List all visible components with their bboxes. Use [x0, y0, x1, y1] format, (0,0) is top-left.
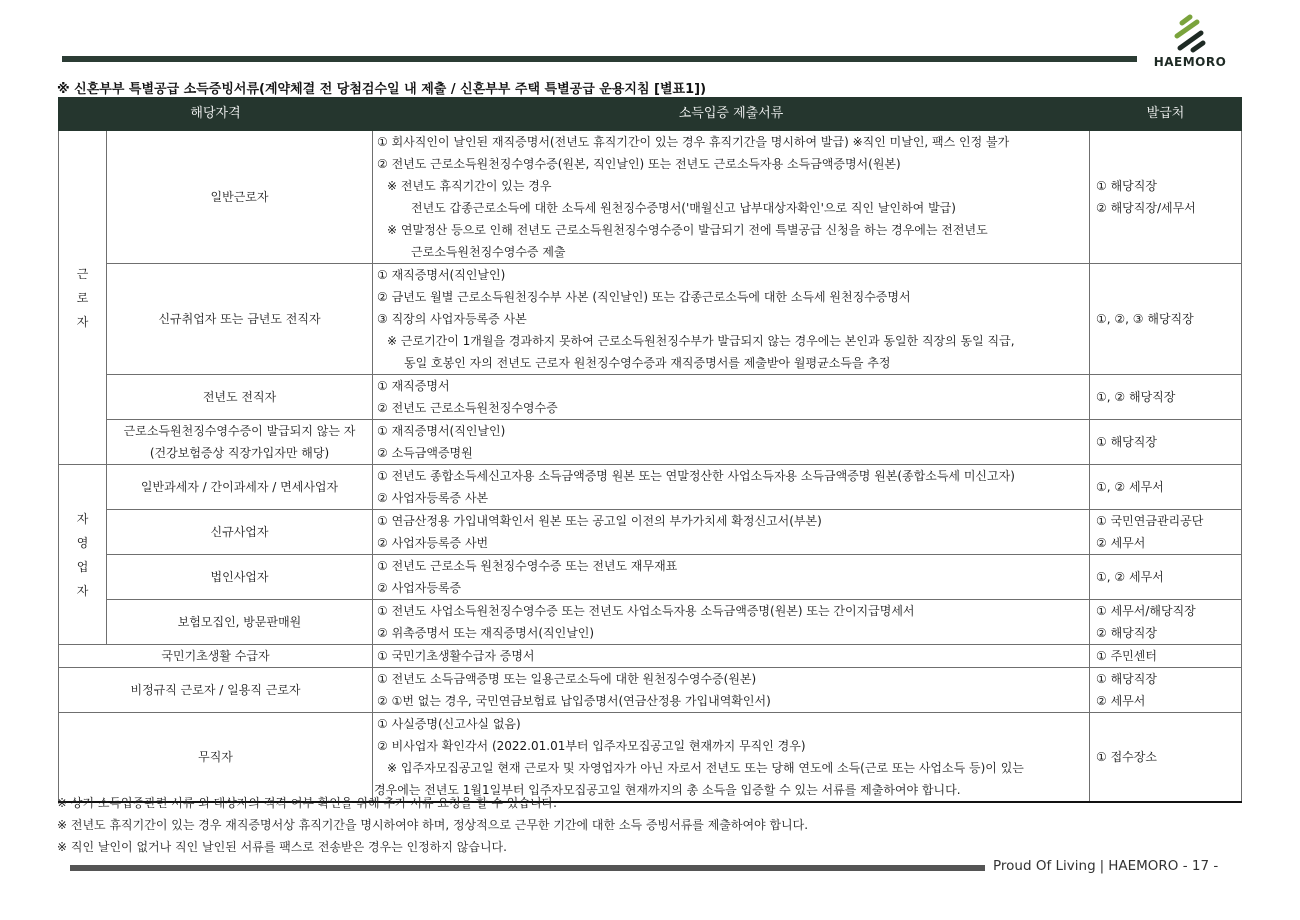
issuer-cell: [1090, 131, 1242, 264]
table-row: [59, 555, 1242, 600]
category-self-employed-label: 자 영 업 자: [76, 511, 89, 598]
document-item: ② 소득금액증명원: [377, 446, 473, 460]
issuer-cell: [1090, 668, 1242, 713]
document-item: ① 재직증명서(직인날인): [377, 424, 506, 438]
table-row: [59, 264, 1242, 375]
header-rule: [62, 56, 1137, 62]
document-note: ※ 연말정산 등으로 인해 전년도 근로소득원천징수영수증이 발급되기 전에 특별공급 신청을 하는 경우에는 전전년도: [387, 223, 988, 237]
issuer-item: ② 세무서: [1096, 694, 1146, 708]
issuer-item: ① 세무서/해당직장: [1096, 604, 1196, 618]
issuer-item: ① 해당직장: [1096, 179, 1157, 193]
document-item: ① 전년도 근로소득 원천징수영수증 또는 전년도 재무재표: [377, 559, 678, 573]
issuer-item: ①, ②, ③ 해당직장: [1096, 312, 1194, 326]
document-item: ① 재직증명서(직인날인): [377, 268, 506, 282]
income-documents-table: [58, 97, 1242, 803]
document-item: ② 사업자등록증 사번: [377, 536, 489, 550]
issuer-item: ① 접수장소: [1096, 750, 1157, 764]
issuer-cell: [1090, 465, 1242, 510]
document-note: 동일 호봉인 자의 전년도 근로자 원천징수영수증과 재직증명서를 제출받아 월평균소득을 추정: [404, 356, 891, 370]
documents-cell: [373, 465, 1090, 510]
category-worker: [59, 131, 107, 465]
documents-cell: [373, 668, 1090, 713]
table-row: [59, 420, 1242, 465]
issuer-item: ①, ② 세무서: [1096, 570, 1164, 584]
issuer-item: ①, ② 세무서: [1096, 480, 1164, 494]
table-row: [59, 131, 1242, 264]
document-item: ① 재직증명서: [377, 379, 450, 393]
footnote: ※ 상기 소득입증관련 서류 외 대상자의 적격 여부 확인을 위해 추가 서류 요청을 할 수 있습니다.: [57, 796, 557, 810]
document-note: 경우에는 전년도 1월1일부터 입주자모집공고일 현재까지의 총 소득을 입증할 수 있는 서류를 제출하여야 합니다.: [374, 783, 961, 797]
document-item: ② 전년도 근로소득원천징수영수증: [377, 401, 558, 415]
eligibility-cell: 신규사업자: [107, 510, 373, 555]
document-item: ② ①번 없는 경우, 국민연금보험료 납입증명서(연금산정용 가입내역확인서): [377, 694, 771, 708]
issuer-cell: [1090, 645, 1242, 668]
issuer-cell: [1090, 713, 1242, 803]
issuer-item: ② 해당직장: [1096, 626, 1157, 640]
document-item: ② 사업자등록증: [377, 581, 462, 595]
issuer-item: ① 해당직장: [1096, 435, 1157, 449]
eligibility-cell: 신규취업자 또는 금년도 전직자: [107, 264, 373, 375]
issuer-cell: [1090, 510, 1242, 555]
eligibility-cell: 비정규직 근로자 / 일용직 근로자: [59, 668, 373, 713]
document-item: ① 전년도 소득금액증명 또는 일용근로소득에 대한 원천징수영수증(원본): [377, 672, 757, 686]
eligibility-line: (건강보험증상 직장가입자만 해당): [149, 446, 330, 460]
issuer-item: ① 해당직장: [1096, 672, 1157, 686]
documents-cell: [373, 555, 1090, 600]
footer-separator: |: [1099, 858, 1105, 874]
eligibility-cell: [107, 420, 373, 465]
documents-cell: [373, 645, 1090, 668]
eligibility-cell: 국민기초생활 수급자: [59, 645, 373, 668]
table-row: [59, 510, 1242, 555]
issuer-item: ① 국민연금관리공단: [1096, 514, 1204, 528]
documents-cell: [373, 375, 1090, 420]
header-issuer: 발급처: [1090, 98, 1242, 131]
document-item: ① 전년도 종합소득세신고자용 소득금액증명 원본 또는 연말정산한 사업소득자용 소득금액증명 원본(종합소득세 미신고자): [377, 469, 1015, 483]
issuer-cell: [1090, 375, 1242, 420]
category-self-employed: [59, 465, 107, 645]
table-row: [59, 668, 1242, 713]
issuer-cell: [1090, 600, 1242, 645]
footer-tagline: Proud Of Living: [993, 858, 1096, 874]
document-item: ② 사업자등록증 사본: [377, 491, 489, 505]
table-row: [59, 375, 1242, 420]
category-worker-label: 근 로 자: [76, 266, 89, 329]
issuer-item: ①, ② 해당직장: [1096, 390, 1176, 404]
footnote: ※ 직인 날인이 없거나 직인 날인된 서류를 팩스로 전송받은 경우는 인정하지 않습니다.: [57, 840, 507, 854]
table-row: [59, 713, 1242, 803]
document-item: ① 회사직인이 날인된 재직증명서(전년도 휴직기간이 있는 경우 휴직기간을 명시하여 발급) ※직인 미날인, 팩스 인정 불가: [377, 135, 1010, 149]
haemoro-mark-icon: [1170, 14, 1210, 54]
eligibility-cell: 일반과세자 / 간이과세자 / 면세사업자: [107, 465, 373, 510]
issuer-cell: [1090, 420, 1242, 465]
documents-cell: [373, 420, 1090, 465]
documents-cell: [373, 713, 1090, 803]
brand-logo: [1140, 14, 1240, 74]
issuer-item: ① 주민센터: [1096, 649, 1157, 663]
documents-cell: [373, 264, 1090, 375]
documents-cell: [373, 600, 1090, 645]
document-note: 전년도 갑종근로소득에 대한 소득세 원천징수증명서('매월신고 납부대상자확인'으로 직인 날인하여 발급): [411, 201, 956, 215]
document-note: ※ 전년도 휴직기간이 있는 경우: [387, 179, 552, 193]
table-row: [59, 600, 1242, 645]
footer-rule: [70, 865, 985, 871]
footnote: ※ 전년도 휴직기간이 있는 경우 재직증명서상 휴직기간을 명시하여야 하며, 정상적으로 근무한 기간에 대한 소득 증빙서류를 제출하여야 합니다.: [57, 818, 809, 832]
document-item: ② 전년도 근로소득원천징수영수증(원본, 직인날인) 또는 전년도 근로소득자용 소득금액증명서(원본): [377, 157, 901, 171]
issuer-item: ② 해당직장/세무서: [1096, 201, 1196, 215]
footnotes: [57, 792, 808, 858]
eligibility-cell: 법인사업자: [107, 555, 373, 600]
document-note: ※ 근로기간이 1개월을 경과하지 못하여 근로소득원천징수부가 발급되지 않는 경우에는 본인과 동일한 직장의 동일 직급,: [387, 334, 1015, 348]
document-note: ※ 입주자모집공고일 현재 근로자 및 자영업자가 아닌 자로서 전년도 또는 당해 연도에 소득(근로 또는 사업소득 등)이 있는: [387, 761, 1024, 775]
eligibility-cell: 전년도 전직자: [107, 375, 373, 420]
page-footer: [993, 858, 1218, 874]
document-item: ① 국민기초생활수급자 증명서: [377, 649, 535, 663]
document-item: ② 위촉증명서 또는 재직증명서(직인날인): [377, 626, 595, 640]
brand-name: HAEMORO: [1153, 55, 1227, 69]
section-title: ※ 신혼부부 특별공급 소득증빙서류(계약체결 전 당첨검수일 내 제출 / 신혼부부 주택 특별공급 운용지침 [별표1]): [57, 82, 707, 97]
document-item: ② 금년도 월별 근로소득원천징수부 사본 (직인날인) 또는 갑종근로소득에 대한 소득세 원천징수증명서: [377, 290, 911, 304]
eligibility-cell: 보험모집인, 방문판매원: [107, 600, 373, 645]
footer-brand: HAEMORO: [1108, 858, 1179, 874]
issuer-cell: [1090, 264, 1242, 375]
eligibility-line: 근로소득원천징수영수증이 발급되지 않는 자: [123, 424, 356, 438]
header-documents: 소득입증 제출서류: [373, 98, 1090, 131]
document-item: ① 사실증명(신고사실 없음): [377, 717, 521, 731]
documents-cell: [373, 131, 1090, 264]
eligibility-cell: 무직자: [59, 713, 373, 803]
table-header-row: [59, 98, 1242, 131]
document-item: ① 연금산정용 가입내역확인서 원본 또는 공고일 이전의 부가가치세 확정신고서(부본): [377, 514, 822, 528]
page-number: - 17 -: [1182, 858, 1219, 874]
issuer-item: ② 세무서: [1096, 536, 1146, 550]
documents-cell: [373, 510, 1090, 555]
table-row: [59, 645, 1242, 668]
document-item: ① 전년도 사업소득원천징수영수증 또는 전년도 사업소득자용 소득금액증명(원본) 또는 간이지급명세서: [377, 604, 915, 618]
header-eligibility: 해당자격: [59, 98, 373, 131]
table-row: [59, 465, 1242, 510]
document-item: ③ 직장의 사업자등록증 사본: [377, 312, 527, 326]
issuer-cell: [1090, 555, 1242, 600]
document-note: 근로소득원천징수영수증 제출: [411, 245, 566, 259]
eligibility-cell: 일반근로자: [107, 131, 373, 264]
document-item: ② 비사업자 확인각서 (2022.01.01부터 입주자모집공고일 현재까지 무직인 경우): [377, 739, 806, 753]
